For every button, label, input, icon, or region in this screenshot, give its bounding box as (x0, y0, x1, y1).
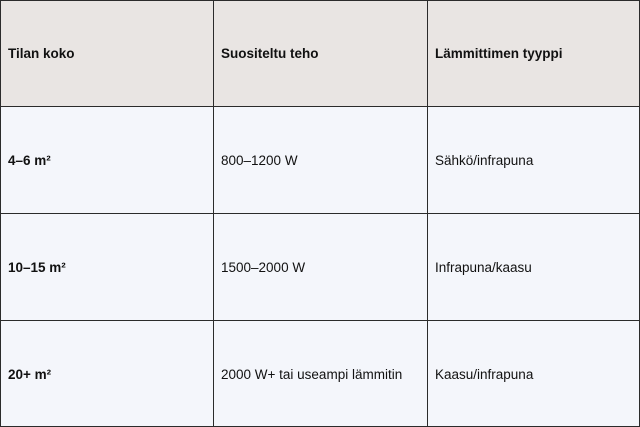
grid-line-row1 (0, 213, 640, 214)
table-row (0, 321, 640, 427)
cell-room-size: 20+ m² (8, 366, 52, 382)
header-cell-room-size: Tilan koko (8, 46, 75, 61)
cell-room-size: 4–6 m² (8, 153, 51, 168)
header-cell-heater-type: Lämmittimen tyyppi (435, 46, 563, 61)
cell-recommended-power: 800–1200 W (221, 153, 298, 168)
cell-room-size: 10–15 m² (8, 260, 66, 275)
grid-line-col2 (427, 0, 428, 427)
cell-heater-type: Infrapuna/kaasu (435, 260, 532, 275)
grid-line-row2 (0, 320, 640, 321)
cell-recommended-power: 1500–2000 W (221, 260, 306, 275)
grid-line-left (0, 0, 1, 427)
cell-heater-type: Sähkö/infrapuna (435, 153, 534, 168)
table-header-row (0, 0, 640, 107)
grid-line-header (0, 106, 640, 107)
cell-recommended-power: 2000 W+ tai useampi lämmitin (221, 366, 403, 382)
table-row (0, 214, 640, 321)
table-row (0, 107, 640, 214)
header-cell-recommended-power: Suositeltu teho (221, 46, 319, 61)
grid-line-col1 (213, 0, 214, 427)
grid-line-top (0, 0, 640, 1)
cell-heater-type: Kaasu/infrapuna (435, 366, 534, 382)
